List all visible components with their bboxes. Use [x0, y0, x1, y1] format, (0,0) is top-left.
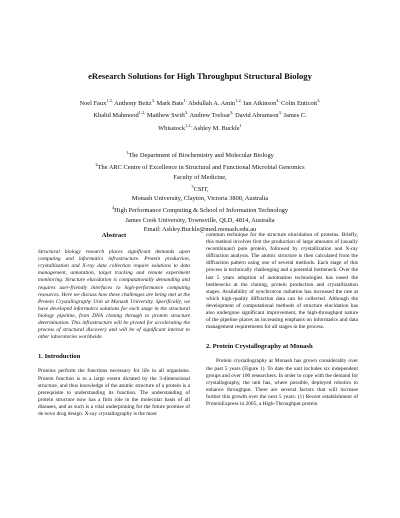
left-column	[38, 232, 190, 418]
affiliation-line: $^4$High Performance Computing & School of Information Technology	[111, 205, 289, 215]
abstract-heading: Abstract	[101, 232, 127, 239]
author-line-2: Khalid Mahmood$^{1,2,}$ Matthew Swift$^{3,}$ Andrew Treloar$^{3,}$ David Abramson$^{3,}$ James C.	[93, 110, 307, 120]
section-1-text: Proteins perform the functions necessary for life in all organisms. Protein function is to a large extent dictated by the 3-dimensional structure, and thus knowledge of the atomic structure of a protein is a prerequisite to understanding its function. The understanding of protein structure now has a firm role in the molecular basis of all diseases, and as such is a vital underpinning for the future promise of de novo drug design. X-ray crystallography is the most	[38, 368, 190, 417]
section-2-text: Protein crystallography at Monash has grown considerably over the past 5 years (Figure 1). To date the unit includes six independent groups and over 100 researchers. In order to cope with the demand for crystallography, the unit has, where possible, deployed robotics to enhance throughput. There are several factors that will increase further this growth over the next 5 years: (1) Recent establishment of ProteinExpress in 2005, a High-Throughput protein	[206, 358, 358, 407]
paper-title: eResearch Solutions for High Throughput Structural Biology	[88, 71, 312, 81]
contact-email: Email: Ashley.Buckle@med.monash.edu.au	[143, 225, 257, 233]
intro-continued-text: common technique for the structure elucidation of proteins. Briefly, this method involves first the production of large amounts of (usually recombinant) pure protein, followed by crystallization and X-ray diffraction analysis. The atomic structure is then calculated from the diffraction pattern using one of several methods. Each stage of this process is technically challenging and a potential bottleneck. Over the last 5 years adoption of automation technologies has eased the bottlenecks at the cloning, protein production and crystallization stages. Availability of synchrotron radiation has increased the rate at which high-quality diffraction data can be collected. Although the development of computational methods of structure elucidation has also undergone significant improvement, the high-throughput nature of the pipeline places an increasing emphasis on informatics and data management requirements for all stages in the process.	[206, 232, 358, 331]
affiliation-line: $^1$The Department of Biochemistry and Molecular Biology	[126, 150, 274, 160]
author-line-3: Whisstock$^{1,2,}$ Ashley M. Buckle$^1$	[158, 122, 242, 132]
affiliation-line: Faculty of Medicine,	[173, 173, 227, 181]
section-1-heading: 1. Introduction	[38, 353, 81, 361]
affiliation-line: $^2$The ARC Centre of Excellence in Structural and Functional Microbial Genomics	[95, 162, 305, 172]
right-column	[206, 232, 358, 408]
abstract-text: Structural biology research places significant demands upon computing and informatics infrastructure. Protein production, crystallization and X-ray data collection require solutions to data management, annotation, target tracking and remote experiment monitoring. Structure elucidation is computationally demanding and requires user-friendly interfaces to high-performance computing resources. Here we discuss how these challenges are being met at the Protein Crystallography Unit at Monash University. Specifically, we have developed informatics solutions for each stage in the structural biology pipeline, from DNA cloning through to protein structure determination. This infrastructure will be pivotal for accelerating the process of structural discovery and will be of significant interest to other laboratories worldwide.	[38, 249, 190, 341]
affiliation-line: James Cook University, Townsville, QLD, 4814, Australia	[125, 216, 275, 224]
affiliation-block	[40, 148, 360, 234]
author-list	[40, 96, 360, 133]
affiliation-line: Monash University, Clayton, Victoria 3800, Australia	[131, 195, 269, 203]
affiliation-line: $^3$CSIT,	[191, 183, 209, 193]
author-line-1: Noel Faux$^{1,2,}$ Anthony Beitz$^{3,}$ Mark Bate$^{1,}$ Abdullah A. Amin$^{1,2,}$ Ian Atkinson$^{4,}$ Colin Enticott$^{3,}$	[79, 98, 321, 108]
section-2-heading: 2. Protein Crystallography at Monash	[206, 343, 313, 351]
